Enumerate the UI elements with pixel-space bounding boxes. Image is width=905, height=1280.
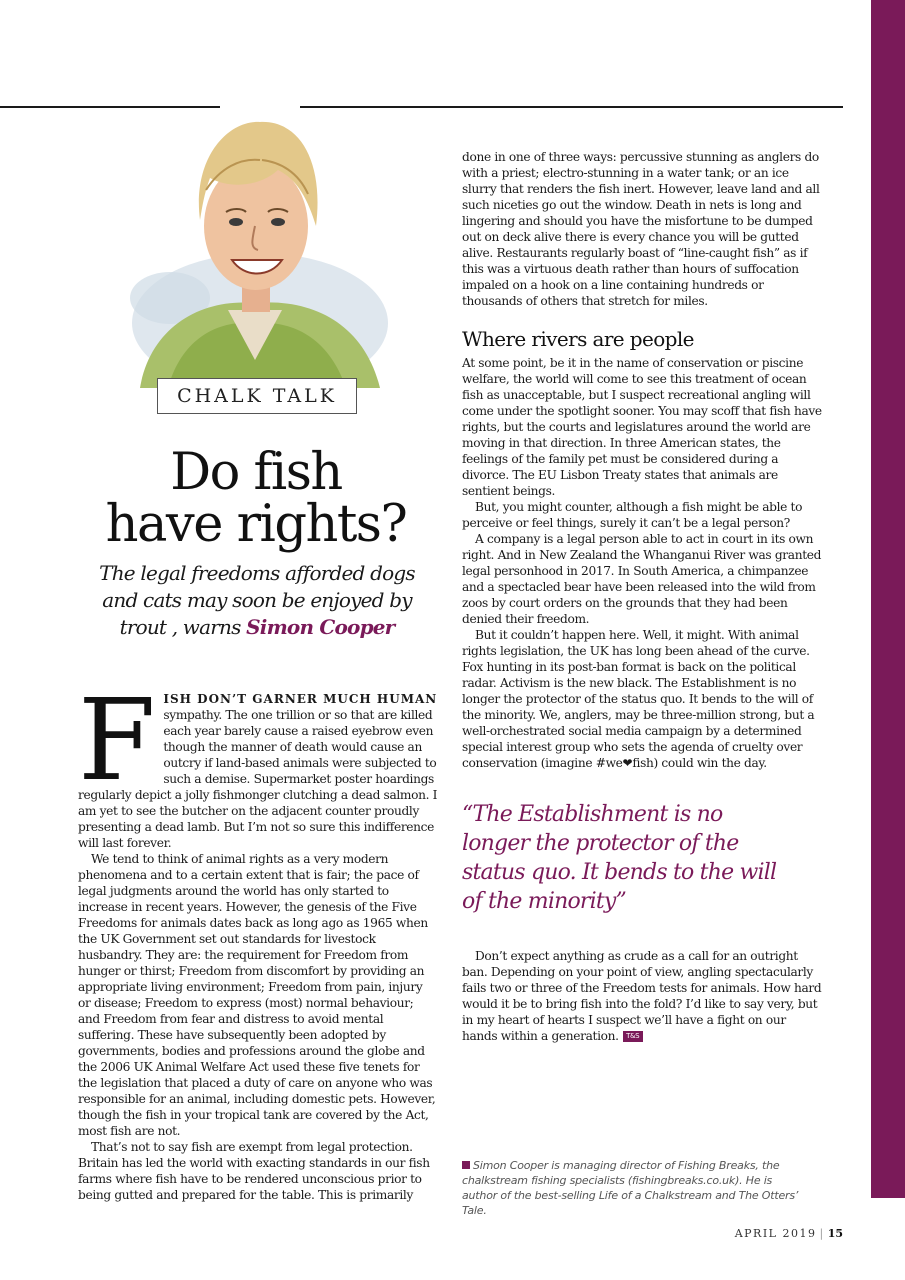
pull-quote: “The Establishment is no longer the protector of the status quo. It bends to the will of the minority” — [462, 802, 777, 914]
article-final-paragraph — [462, 948, 822, 1044]
magenta-edge-bar — [871, 0, 905, 1198]
standfirst — [80, 560, 434, 641]
folio-separator: | — [819, 1227, 825, 1240]
paragraph-1-text: sympathy. The one trillion or so that are killed each year barely cause a raised eyebrow even though the manner of death would cause an outcry if land-based animals were subjected to such a demise. Supermarket poster hoardings regularly depict a jolly fishmonger clutching a dead salmon. I am yet to see the butcher on the adjacent counter proudly presenting a dead lamb. But I’m not so sure this indifference will last forever. — [78, 708, 438, 850]
headline-line-1: Do fish — [170, 443, 342, 502]
article-paragraph-3: That’s not to say fish are exempt from legal protection. Britain has led the world with exacting standards in our fish farms where fish have to be rendered unconscious prior to being gutted and prepared for the table. This is primarily — [78, 1140, 430, 1202]
article-paragraph-4: At some point, be it in the name of conservation or piscine welfare, the world will come to see this treatment of ocean fish as unacceptable, but I suspect recreational angling will come under the spotlight sooner. You may scoff that fish have rights, but the courts and legislatures around the world are moving in that direction. In three American states, the feelings of the family pet must be considered during a divorce. The EU Lisbon Treaty states that animals are sentient beings. — [462, 356, 822, 498]
drop-cap: F — [78, 676, 156, 806]
headline-line-2: have rights? — [105, 495, 407, 554]
section-tag: CHALK TALK — [177, 385, 337, 407]
article-column-left — [78, 676, 438, 1203]
article-column-right-middle — [462, 355, 822, 771]
article-paragraph-7: But it couldn’t happen here. Well, it might. With animal rights legislation, the UK has long been ahead of the curve. Fox hunting in its post-ban format is back on the political radar. Activism is the new black. The Establishment is no longer the protector of the status quo. It bends to the will of the minority. We, anglers, may be three-million strong, but a well-orchestrated social media campaign by a determined special interest group who sets the agenda of cruelty over conservation (imagine #we❤fish) could win the day. — [462, 628, 815, 770]
run-in-lead: ISH DON’T GARNER MUCH HUMAN — [163, 692, 438, 706]
section-tag-box — [157, 378, 357, 414]
article-paragraph-5: But, you might counter, although a fish might be able to perceive or feel things, surely it can’t be a legal person? — [462, 500, 803, 530]
bio-square-icon — [462, 1161, 470, 1169]
standfirst-text: The legal freedoms afforded dogs and cats may soon be enjoyed by trout , warns — [99, 561, 415, 639]
folio-issue: APRIL 2019 — [734, 1227, 817, 1240]
final-paragraph-text: Don’t expect anything as crude as a call for an outright ban. Depending on your point of view, angling spectacularly fails two or three of the Freedom tests for animals. How hard would it be to bring fish into the fold? I’d like to say very, but in my heart of hearts I suspect we’ll have a fight on our hands within a generation. — [462, 949, 822, 1043]
author-bio — [462, 1158, 807, 1218]
subhead: Where rivers are people — [462, 327, 694, 351]
page-number: 15 — [827, 1227, 843, 1240]
standfirst-author: Simon Cooper — [246, 615, 395, 639]
article-paragraph-6: A company is a legal person able to act in court in its own right. And in New Zealand the Whanganui River was granted legal personhood in 2017. In South America, a chimpanzee and a spectacled bear have been released into the wild from zoos by court orders on the grounds that they had been denied their freedom. — [462, 532, 822, 626]
bio-text: Simon Cooper is managing director of Fishing Breaks, the chalkstream fishing specialists (fishingbreaks.co.uk). He is author of the best-selling Life of a Chalkstream and The Otters’ Tale. — [462, 1159, 799, 1217]
article-column-right-end — [462, 948, 822, 1044]
article-column-right-top — [462, 149, 822, 309]
article-paragraph-2: We tend to think of animal rights as a very modern phenomena and to a certain extent that is fair; the pace of legal judgments around the world has only started to increase in recent years. However, the genesis of the Five Freedoms for animals dates back as long ago as 1965 when the UK Government set out standards for livestock husbandry. They are: the requirement for Freedom from hunger or thirst; Freedom from discomfort by providing an appropriate living environment; Freedom from pain, injury or disease; Freedom to express (most) normal behaviour; and Freedom from fear and distress to avoid mental suffering. These have subsequently been adopted by governments, bodies and professions around the globe and the 2006 UK Animal Welfare Act used these five tenets for the legislation that placed a duty of care on anyone who was responsible for an animal, including domestic pets. However, though the fish in your tropical tank are covered by the Act, most fish are not. — [78, 852, 436, 1138]
article-paragraph-continued: done in one of three ways: percussive stunning as anglers do with a priest; electro-stunning in a water tank; or an ice slurry that renders the fish inert. However, leave land and all such niceties go out the window. Death in nets is long and lingering and should you have the misfortune to be dumped out on deck alive there is every chance you will be gutted alive. Restaurants regularly boast of “line-caught fish” as if this was a virtuous death rather than hours of suffocation impaled on a hook on a line containing hundreds or thousands of others that stretch for miles. — [462, 150, 820, 308]
author-portrait-illustration — [110, 98, 400, 388]
page-folio — [735, 1227, 843, 1240]
end-mark-logo: T&S — [623, 1031, 643, 1042]
